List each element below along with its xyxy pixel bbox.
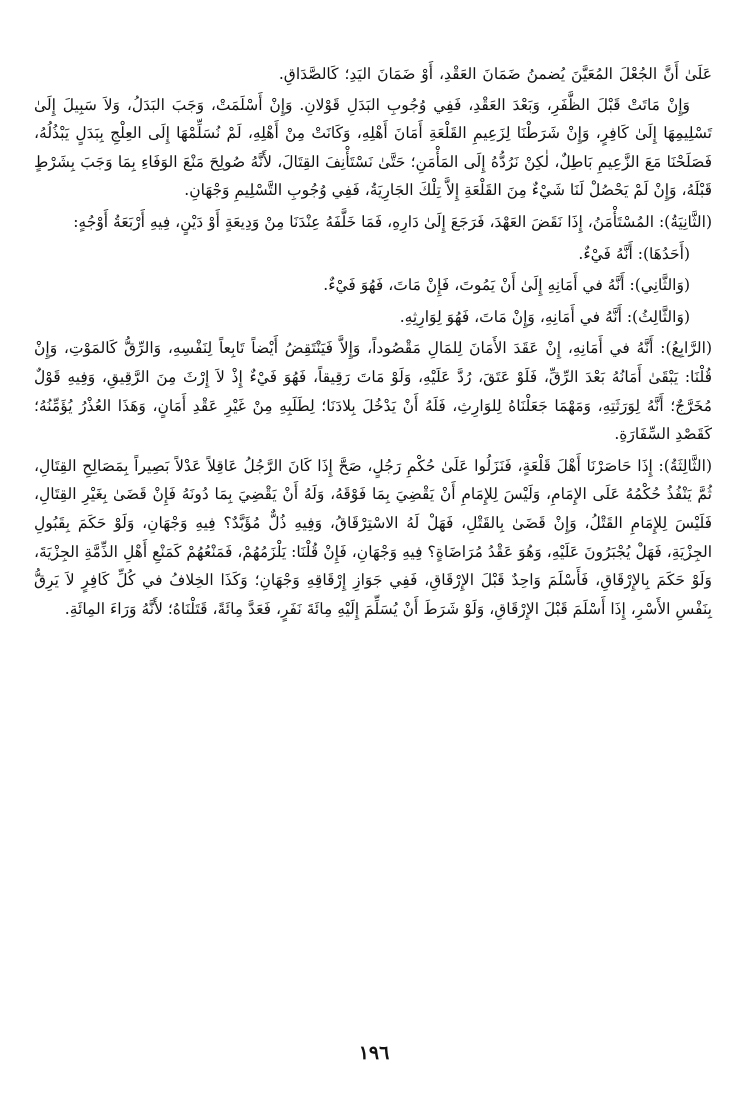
paragraph-death-before-victory: وَإِنْ مَاتَتْ قَبْلَ الظَّفَرِ، وَبَعْدَ العَقْدِ، فَفِي وُجُوبِ البَدَلِ قَوْلانِ. وَإِنْ أَسْلَمَتْ، وَجَبَ البَدَلُ، وَلاَ سَبِيلَ إِلَىٰ تَسْلِيمِهَا إِلَىٰ كَافِرٍ، وَإِنْ شَرَطْنَا لِزَعِيمِ القَلْعَةِ أَمَانَ أَهْلِهِ، وَكَانَتْ مِنْ أَهْلِهِ، لَمْ نُسَلِّمْهَا إِلَى العِلْجِ بِبَدَلٍ يَبْذُلُهُ، فَصَلَحْنَا مَعَ الزَّعِيمِ بَاطِلٌ، لٰكِنْ نَرُدُّهُ إِلَى المَأْمَنِ؛ حَتَّىٰ نَسْتَأْنِفَ القِتَالَ، لأَنَّهُ صُولِحَ مَنْعَ الوَفَاءِ بِمَا وَجَبَ بِشَرْطٍ قَبْلَهُ، وَإِنْ لَمْ يَحْصُلْ لَنَا شَيْءٌ مِنَ القَلْعَةِ إِلاَّ تِلْكَ الجَارِيَةُ، فَفِي وُجُوبِ التَّسْلِيمِ وَجْهَانِ. <box>34 95 712 200</box>
paragraph-fourth-opinion: (الرَّابِعُ): أَنَّهُ في أَمَانِهِ، إِنْ عَقَدَ الأَمَانَ لِلمَالِ مَقْصُوداً، وَإِلاَّ فَيَنْتَقِضُ أَيْضاً تَابِعاً لِنَفْسِهِ، وَالرِّقُّ كَالمَوْتِ، وَإِنْ قُلْنَا: يَبْقَىٰ أَمَانُهُ بَعْدَ الرِّقِّ، فَلَوْ عَتَقَ، رُدَّ عَلَيْهِ، وَلَوْ مَاتَ رَقِيقاً، فَهُوَ فَيْءٌ إِذْ لاَ إِرْثَ مِنَ الرَّقِيقِ، وَفِيهِ قَوْلٌ مُخَرَّجٌ؛ أَنَّهُ لِوَرَثَتِهِ، وَمَهْمَا جَعَلْنَاهُ لِلوَارِثِ، فَلَهُ أَنْ يَدْخُلَ بِلادَنَا؛ لِطَلَبِهِ مِنْ غَيْرِ عَقْدِ أَمَانٍ، وَهَذَا العُذْرُ يُؤَمِّنُهُ؛ كَقَصْدِ السِّفَارَةِ. <box>34 339 712 444</box>
document-page <box>34 60 712 626</box>
paragraph-second-issue: (الثَّانِيَةُ): المُسْتَأْمَنُ، إِذَا نَقَضَ العَهْدَ، فَرَجَعَ إِلَىٰ دَارِهِ، فَمَا خَلَّفَهُ عِنْدَنَا مِنْ وَدِيعَةٍ أَوْ دَيْنٍ، فِيهِ أَرْبَعَةُ أَوْجُهٍ: <box>73 212 712 231</box>
paragraph-continuation: عَلَىٰ أَنَّ الجُعْلَ المُعَيَّنَ يُضمنُ ضَمَانَ العَقْدِ، أَوْ ضَمَانَ اليَدِ؛ كَالصَّدَاقِ. <box>278 65 712 83</box>
page-number: ١٩٦ <box>358 1042 390 1064</box>
paragraph-third-opinion: (وَالثَّالِثُ): أَنَّهُ في أَمَانِهِ، وَإِنْ مَاتَ، فَهُوَ لِوَارِثِهِ. <box>399 307 690 326</box>
paragraph-first-opinion: (أَحَدُهَا): أَنَّهُ فَيْءٌ. <box>578 244 690 263</box>
paragraph-second-opinion: (وَالثَّانِي): أَنَّهُ في أَمَانِهِ إِلَىٰ أَنْ يَمُوتَ، فَإِنْ مَاتَ، فَهُوَ فَيْءٌ. <box>323 276 690 295</box>
paragraph-third-issue: (الثَّالِثَةُ): إِذَا حَاصَرْنَا أَهْلَ قَلْعَةٍ، فَنَزَلُوا عَلَىٰ حُكْمِ رَجُلٍ، صَحَّ إِذَا كَانَ الرَّجُلُ عَاقِلاً عَدْلاً بَصِيراً بِمَصَالِحِ القِتَالِ، ثُمَّ يَنْفُذُ حُكْمُهُ عَلَى الإِمَامِ، وَلَيْسَ لِلإِمَامِ أَنْ يَقْضِيَ بِمَا فَوْقَهُ، وَلَهُ أَنْ يَقْضِيَ بِمَا دُونَهُ فَإِنْ قَضَىٰ بِغَيْرِ القِتَالِ، فَلَيْسَ لِلإِمَامِ القَتْلُ، وَإِنْ قَضَىٰ بِالقَتْلِ، فَهَلْ لَهُ الاسْتِرْقَاقُ، وَفِيهِ ذُلٌّ مُؤَبَّدٌ؟ فِيهِ وَجْهَانِ، وَلَوْ حَكَمَ بِقَبُولِ الجِزْيَةِ، فَهَلْ يُجْبَرُونَ عَلَيْهِ، وَهُوَ عَقْدُ مُرَاضَاةٍ؟ فِيهِ وَجْهَانِ، فَإِنْ قُلْنَا: يَلْزَمُهُمْ، فَمَنْعُهُمْ كَمَنْعِ أَهْلِ الذِّمَّةِ الجِزْيَةَ، وَلَوْ حَكَمَ بِالإِرْقَاقِ، فَأَسْلَمَ وَاحِدٌ قَبْلَ الإِرْقَاقِ، فَفِي جَوَازِ إِرْقَاقِهِ وَجْهَانِ؛ وَكَذَا الخِلافُ في كُلِّ كَافِرٍ لاَ يَرِقُّ بِنَفْسِ الأَسْرِ، إِذَا أَسْلَمَ قَبْلَ الإِرْقَاقِ، وَلَوْ شَرَطَ أَنْ يُسَلِّمَ إِلَيْهِ مِائَةَ نَفَرٍ، فَعَدَّ مِائَةً، قَتَلْنَاهُ؛ لأَنَّهُ وَرَاءَ المِائَةِ. <box>34 456 712 618</box>
